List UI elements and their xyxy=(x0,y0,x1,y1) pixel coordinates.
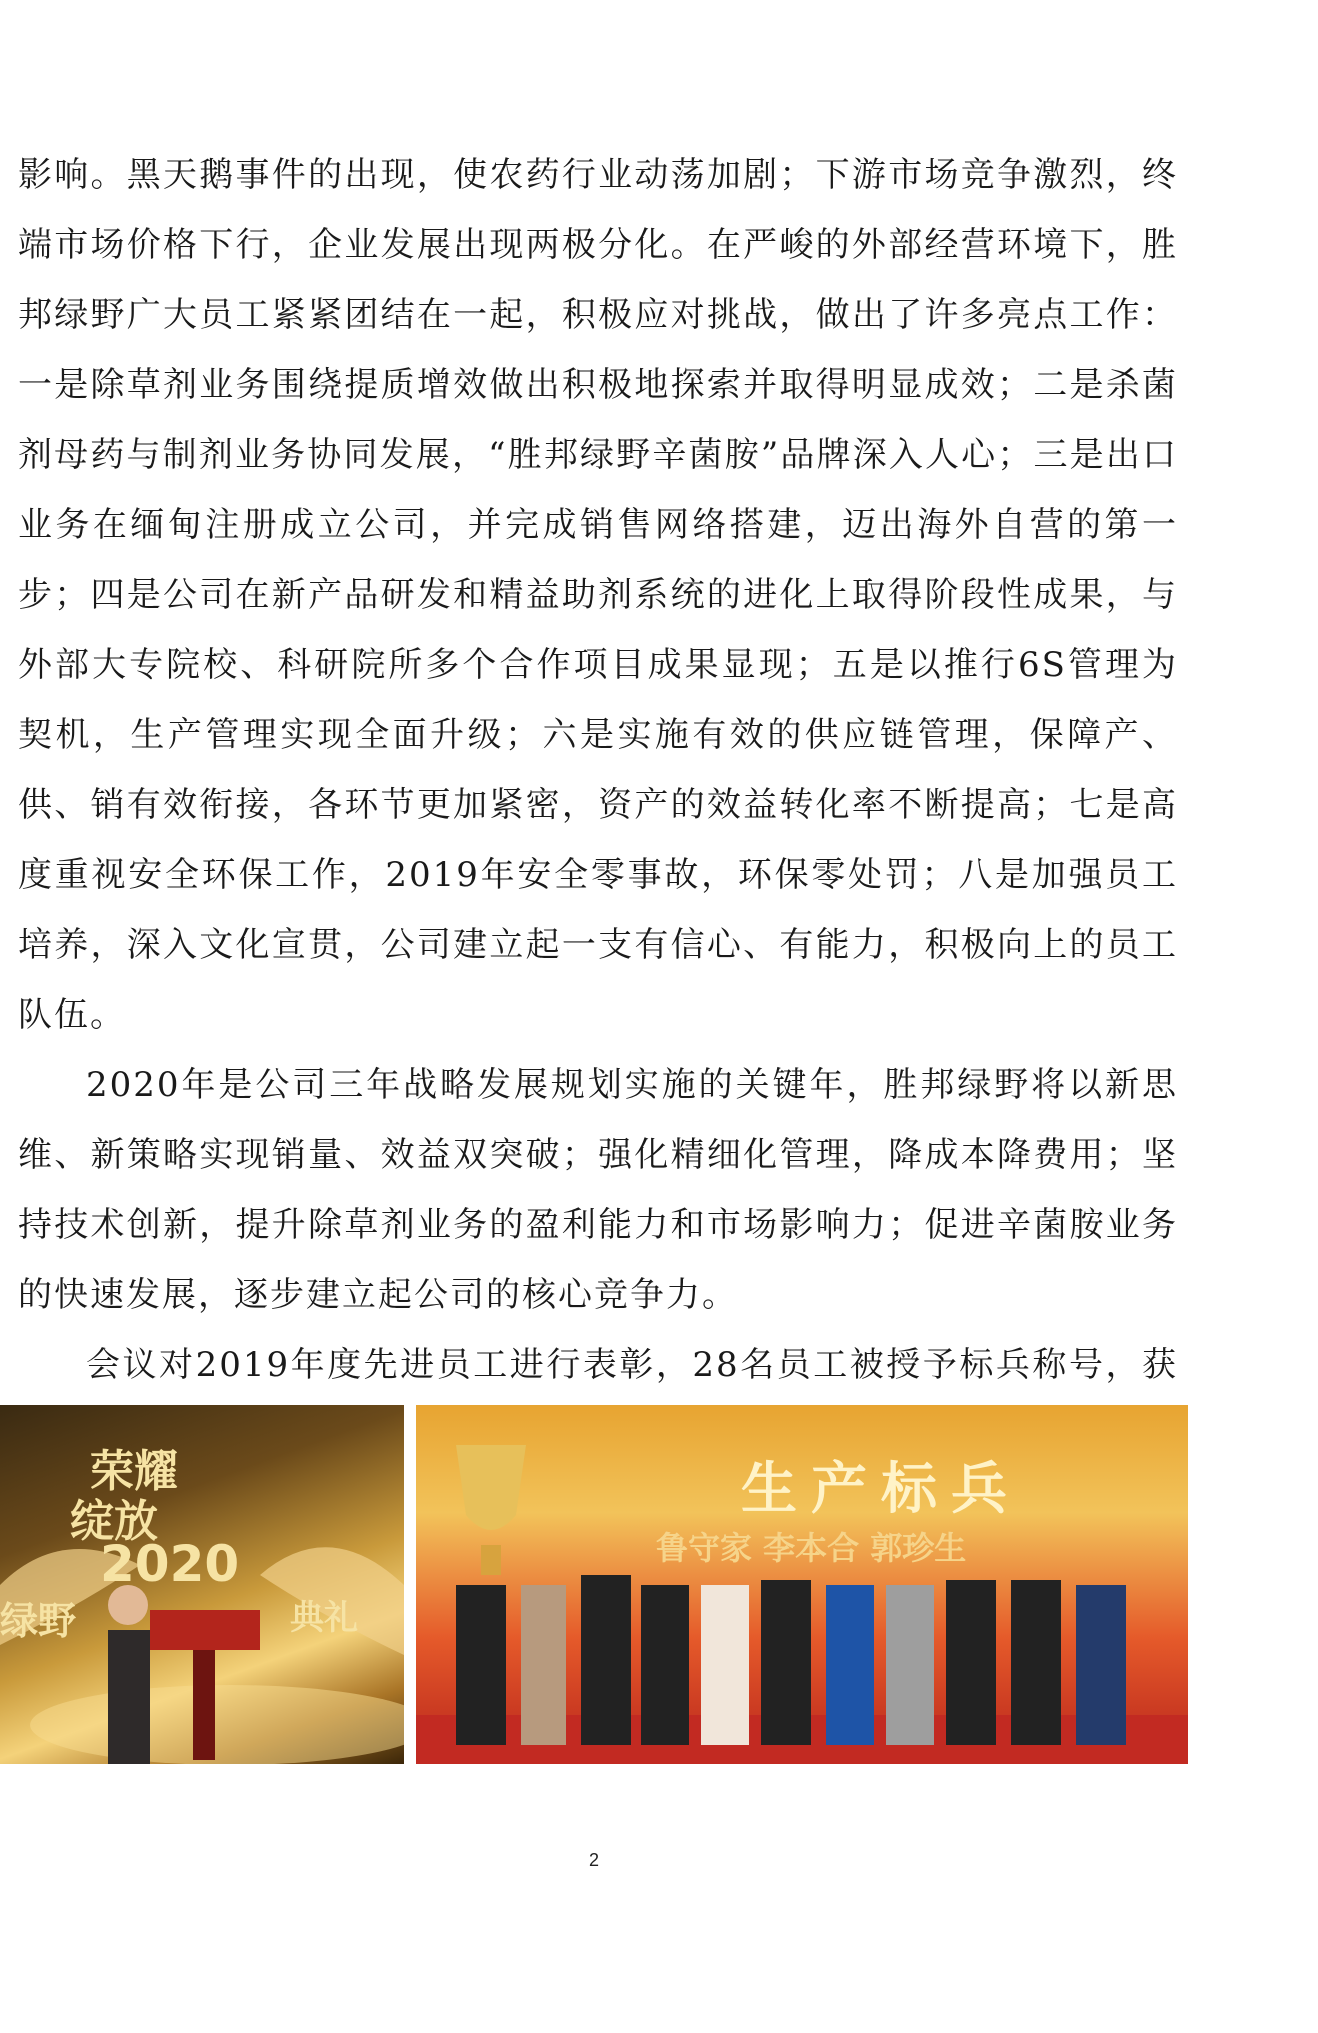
banner-names: 鲁守家 李本合 郭珍生 xyxy=(656,1529,967,1567)
banner-text: 绽放 xyxy=(70,1496,158,1547)
page-number: 2 xyxy=(588,1850,599,1870)
banner-text: 荣耀 xyxy=(90,1446,178,1497)
article-body xyxy=(18,140,1178,1470)
paragraph: 会议对2019年度先进员工进行表彰，28名员工被授予标兵称号，获 xyxy=(86,1345,1178,1385)
award-ceremony-photo xyxy=(416,1405,1188,1764)
paragraph: 2020年是公司三年战略发展规划实施的关键年，胜邦绿野将以新思维、新策略实现销量、效益双突破；强化精细化管理，降成本降费用；坚持技术创新，提升除草剂业务的盈利能力和市场影响力；促进辛菌胺业务的快速发展，逐步建立起公司的核心竞争力。 xyxy=(18,1065,1178,1315)
paragraph: 影响。黑天鹅事件的出现，使农药行业动荡加剧；下游市场竞争激烈，终端市场价格下行，企业发展出现两极分化。在严峻的外部经营环境下，胜邦绿野广大员工紧紧团结在一起，积极应对挑战，做出了许多亮点工作：一是除草剂业务围绕提质增效做出积极地探索并取得明显成效；二是杀菌剂母药与制剂业务协同发展，“胜邦绿野辛菌胺”品牌深入人心；三是出口业务在缅甸注册成立公司，并完成销售网络搭建，迈出海外自营的第一步；四是公司在新产品研发和精益助剂系统的进化上取得阶段性成果，与外部大专院校、科研院所多个合作项目成果显现；五是以推行6S管理为契机，生产管理实现全面升级；六是实施有效的供应链管理，保障产、供、销有效衔接，各环节更加紧密，资产的效益转化率不断提高；七是高度重视安全环保工作，2019年安全零事故，环保零处罚；八是加强员工培养，深入文化宣贯，公司建立起一支有信心、有能力，积极向上的员工队伍。 xyxy=(18,155,1178,1035)
ceremony-speaker-photo xyxy=(0,1405,404,1764)
banner-text: 典礼 xyxy=(290,1598,358,1638)
banner-year: 2020 xyxy=(100,1535,240,1593)
banner-title: 生产标兵 xyxy=(741,1457,1021,1522)
banner-text: 绿野 xyxy=(0,1599,77,1643)
